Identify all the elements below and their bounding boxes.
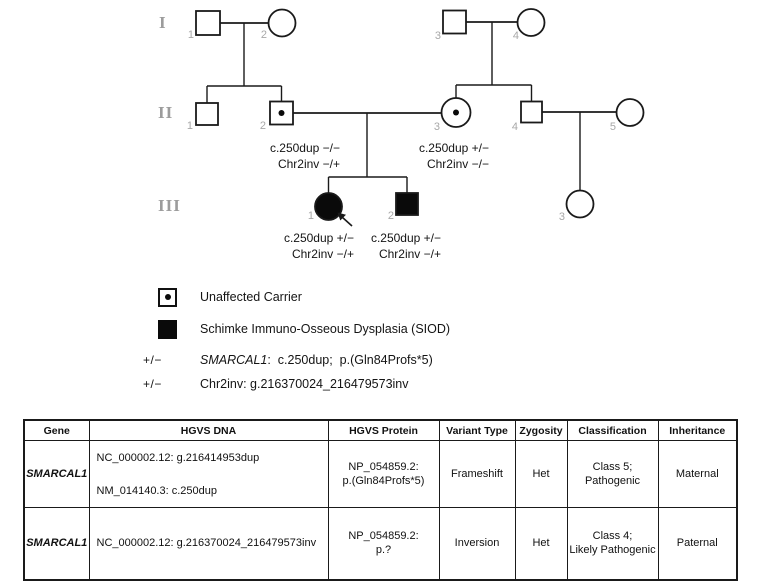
cell-zygosity: Het [515,441,567,508]
hgvs-protein-line: NP_054859.2: [348,461,419,473]
plus-minus-symbol: +/− [143,353,162,367]
classification-line: Pathogenic [584,475,641,487]
classification-line: Class 4; [592,530,633,543]
legend-row-allele-chr2inv [142,375,409,393]
individual-III-1-symbol [315,193,342,220]
header-hgvs-protein: HGVS Protein [328,420,439,441]
legend-row-carrier [142,287,302,307]
individual-I-4-symbol [518,9,545,36]
hgvs-protein-line: p.(Gln84Profs*5) [342,475,425,487]
generation-label-II: II [158,103,174,122]
cell-classification [567,508,658,580]
hgvs-dna-line: NC_000002.12: g.216414953dup [96,451,260,464]
cell-zygosity: Het [515,508,567,580]
header-classification: Classification [567,420,658,441]
proband-arrow [338,213,353,227]
hgvs-protein-line: NP_054859.2: [348,530,419,543]
number-II-2: 2 [259,120,266,132]
number-III-3: 3 [558,211,565,223]
table-row [24,441,737,508]
legend-label-affected: Schimke Immuno-Osseous Dysplasia (SIOD) [200,322,451,336]
number-II-3: 3 [433,121,440,133]
classification-line: Likely Pathogenic [569,544,656,557]
plus-minus-symbol: +/− [143,377,162,391]
cell-gene: SMARCAL1 [24,508,89,580]
genotype-line: c.250dup +/− [370,231,441,245]
cell-hgvs-dna [89,441,328,508]
affected-square-icon [158,320,177,339]
individual-III-2-symbol [396,193,418,215]
genotype-line: Chr2inv −/+ [277,156,340,171]
allele-description: : c.250dup; p.(Gln84Profs*5) [267,353,433,367]
legend-label-allele-chr2inv: Chr2inv: g.216370024_216479573inv [200,377,409,391]
individual-I-1-symbol [196,11,220,35]
legend-symbol-slot [142,353,200,367]
header-inheritance: Inheritance [658,420,737,441]
header-gene: Gene [24,420,89,441]
genotype-label-II-2 [270,141,340,172]
legend-row-affected [142,319,450,339]
gene-name: SMARCAL1 [200,353,268,367]
number-I-4: 4 [512,30,519,42]
individual-II-1-symbol [196,103,218,125]
number-III-1: 1 [307,210,314,222]
cell-classification [567,441,658,508]
number-II-1: 1 [186,120,193,132]
legend-label-carrier: Unaffected Carrier [200,290,302,304]
carrier-dot-icon [165,294,171,300]
genotype-line: Chr2inv −/+ [291,246,354,261]
genotype-label-III-2 [371,231,441,262]
cell-inheritance: Paternal [658,508,737,580]
carrier-dot-II-2 [279,110,285,116]
number-I-1: 1 [187,29,194,41]
header-variant-type: Variant Type [439,420,515,441]
cell-hgvs-protein [328,508,439,580]
cell-hgvs-protein [328,441,439,508]
genotype-line: c.250dup −/− [269,141,340,155]
cell-hgvs-dna [89,508,328,580]
cell-gene: SMARCAL1 [24,441,89,508]
variant-table [23,419,738,581]
hgvs-dna-line: NM_014140.3: c.250dup [96,484,217,497]
classification-line: Class 5; [592,461,633,473]
carrier-square-icon [158,288,177,307]
legend-symbol-slot [142,288,200,307]
legend-symbol-slot [142,377,200,391]
genotype-line: Chr2inv −/+ [378,246,441,261]
table-row [24,508,737,580]
generation-label-I: I [159,13,167,32]
hgvs-dna-line: NC_000002.12: g.216370024_216479573inv [96,537,317,550]
header-hgvs-dna: HGVS DNA [89,420,328,441]
carrier-dot-II-3 [453,110,459,116]
genotype-line: c.250dup +/− [418,141,489,155]
generation-label-III: III [158,196,181,215]
cell-variant-type: Inversion [439,508,515,580]
header-zygosity: Zygosity [515,420,567,441]
number-III-2: 2 [387,210,394,222]
hgvs-protein-line: p.? [375,544,392,557]
genotype-label-II-3 [419,141,489,172]
individual-I-3-symbol [443,11,466,34]
legend-label-allele-smarcal1 [200,353,433,367]
legend-row-allele-smarcal1 [142,351,433,369]
individual-II-5-symbol [617,99,644,126]
number-I-3: 3 [434,30,441,42]
genotype-line: c.250dup +/− [283,231,354,245]
cell-variant-type: Frameshift [439,441,515,508]
genotype-label-III-1 [284,231,354,262]
number-I-2: 2 [260,29,267,41]
individual-II-4-symbol [521,102,542,123]
individual-I-2-symbol [269,10,296,37]
cell-inheritance: Maternal [658,441,737,508]
legend-symbol-slot [142,320,200,339]
table-header-row [24,420,737,441]
number-II-5: 5 [609,121,616,133]
genotype-line: Chr2inv −/− [426,156,489,171]
individual-III-3-symbol [567,191,594,218]
number-II-4: 4 [511,121,518,133]
